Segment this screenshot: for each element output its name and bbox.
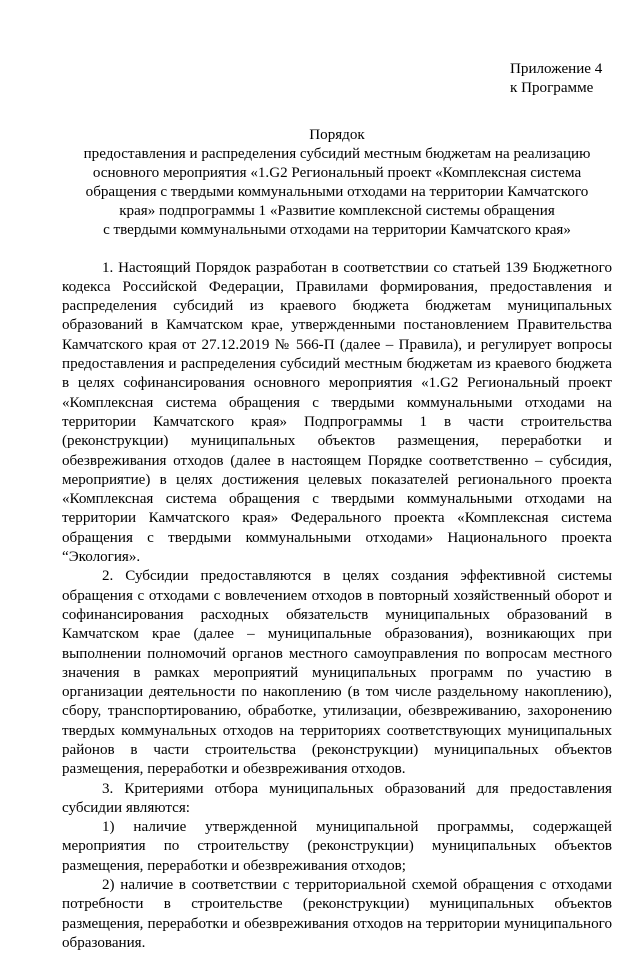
- appendix-line-1: Приложение 4: [510, 61, 603, 77]
- title-line-3: основного мероприятия «1.G2 Региональный проект «Комплексная система: [92, 165, 582, 182]
- paragraph-3-item-2: 2) наличие в соответствии с территориальной схемой обращения с отходами потребности в строительстве (реконструкции) муниципальных объектов размещения, переработки и обезвреживания отходов на территории муниципального образования.: [62, 877, 612, 951]
- document-body: [62, 259, 612, 953]
- paragraph-3: 3. Критериями отбора муниципальных образований для предоставления субсидии являются:: [62, 780, 612, 816]
- paragraph-1: 1. Настоящий Порядок разработан в соответствии со статьей 139 Бюджетного кодекса Российской Федерации, Правилами формирования, предоставления и распределения субсидий из краевого бюджета бюджетам муниципальных образований в Камчатском крае, утвержденными постановлением Правительства Камчатского края от 27.12.2019 № 566-П (далее – Правила), и регулирует вопросы предоставления и распределения субсидий местным бюджетам из краевого бюджета в целях софинансирования основного мероприятия «1.G2 Региональный проект «Комплексная система обращения с твердыми коммунальными отходами на территории Камчатского края» Подпрограммы 1 в части строительства (реконструкции) муниципальных объектов размещения, переработки и обезвреживания отходов (далее в настоящем Порядке соответственно – субсидия, мероприятие) в целях достижения целевых показателей регионального проекта «Комплексная система обращения с твердыми коммунальными отходами на территории Камчатского края» Федерального проекта «Комплексная система обращения с твердыми коммунальными отходами» Национального проекта “Экология».: [62, 259, 612, 566]
- title-line-4: обращения с твердыми коммунальными отходами на территории Камчатского: [85, 184, 589, 201]
- title-line-1: Порядок: [309, 127, 365, 143]
- appendix-line-2: к Программе: [510, 80, 594, 96]
- appendix-reference: [510, 60, 612, 98]
- title-line-6: с твердыми коммунальными отходами на территории Камчатского края»: [103, 222, 571, 239]
- title-line-2: предоставления и распределения субсидий местным бюджетам на реализацию: [83, 146, 591, 163]
- title-line-5: края» подпрограммы 1 «Развитие комплексной системы обращения: [119, 203, 555, 220]
- document-title: [62, 126, 612, 241]
- paragraph-2: 2. Субсидии предоставляются в целях создания эффективной системы обращения с отходами с вовлечением отходов в повторный хозяйственный оборот и софинансирования расходных обязательств муниципальных образований в Камчатском крае (далее – муниципальные образования), возникающих при выполнении полномочий органов местного самоуправления по вопросам местного значения в рамках мероприятий муниципальных программ по участию в организации деятельности по накоплению (в том числе раздельному накоплению), сбору, транспортированию, обработке, утилизации, обезвреживанию, захоронению твердых коммунальных отходов на территориях соответствующих муниципальных районов в части строительства (реконструкции) муниципальных объектов размещения, переработки и обезвреживания отходов.: [62, 568, 612, 778]
- paragraph-3-item-1: 1) наличие утвержденной муниципальной программы, содержащей мероприятия по строительству (реконструкции) муниципальных объектов размещения, переработки и обезвреживания отходов;: [62, 819, 612, 874]
- document-page: [62, 60, 612, 953]
